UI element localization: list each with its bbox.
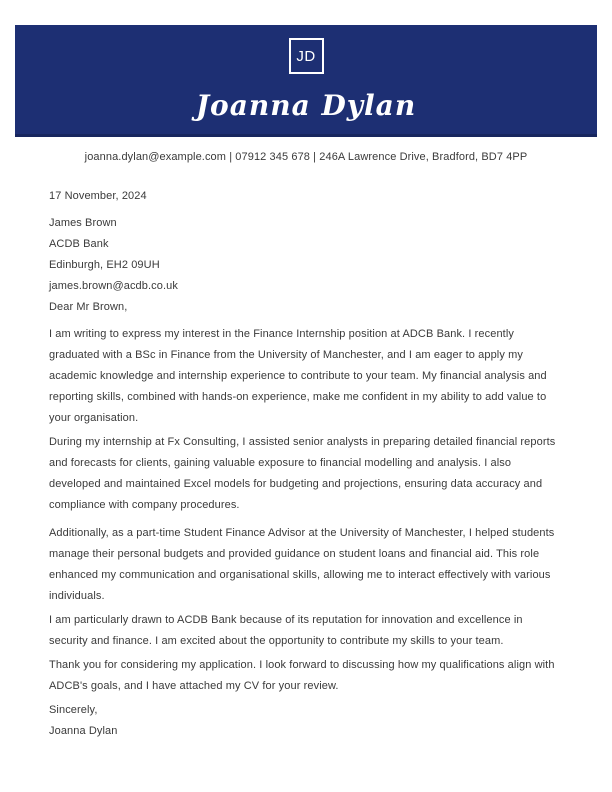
recipient-address: Edinburgh, EH2 09UH [49, 259, 160, 271]
header-banner [15, 25, 597, 137]
signature-name: Joanna Dylan [49, 725, 118, 737]
candidate-name: Joanna Dylan [195, 89, 417, 122]
letter-body [49, 186, 563, 742]
body-paragraph-3: Additionally, as a part-time Student Finance Advisor at the University of Manchester, I helped students manage their personal budgets and provided guidance on student loans and financial aid. This role enhanced my communication and organisational skills, allowing me to interact effectively with various individuals. [49, 527, 555, 602]
contact-line: joanna.dylan@example.com | 07912 345 678 | 246A Lawrence Drive, Bradford, BD7 4PP [84, 151, 528, 163]
body-paragraph-1: I am writing to express my interest in the Finance Internship position at ADCB Bank. I recently graduated with a BSc in Finance from the University of Manchester, and I am eager to apply my academic knowledge and internship experience to contribute to your team. My financial analysis and reporting skills, combined with hands-on experience, make me confident in my ability to add value to your organisation. [49, 328, 547, 424]
body-paragraph-5: Thank you for considering my application. I look forward to discussing how my qualifications align with ADCB's goals, and I have attached my CV for your review. [49, 659, 555, 692]
valediction: Sincerely, [49, 704, 98, 716]
recipient-name: James Brown [49, 217, 117, 229]
salutation: Dear Mr Brown, [49, 301, 128, 313]
letter-date: 17 November, 2024 [49, 190, 147, 202]
recipient-company: ACDB Bank [49, 238, 109, 250]
recipient-block [49, 213, 563, 297]
monogram-initials: JD [296, 47, 316, 65]
recipient-email: james.brown@acdb.co.uk [49, 280, 178, 292]
body-paragraph-4: I am particularly drawn to ACDB Bank because of its reputation for innovation and excellence in security and finance. I am excited about the opportunity to contribute my skills to your team. [49, 614, 523, 647]
body-paragraph-2: During my internship at Fx Consulting, I assisted senior analysts in preparing detailed financial reports and forecasts for clients, gaining valuable exposure to financial modelling and analysis. I also developed and maintained Excel models for budgeting and projections, ensuring data accuracy and compliance with company procedures. [49, 436, 556, 511]
closing-block [49, 700, 563, 742]
monogram-badge [289, 38, 324, 74]
